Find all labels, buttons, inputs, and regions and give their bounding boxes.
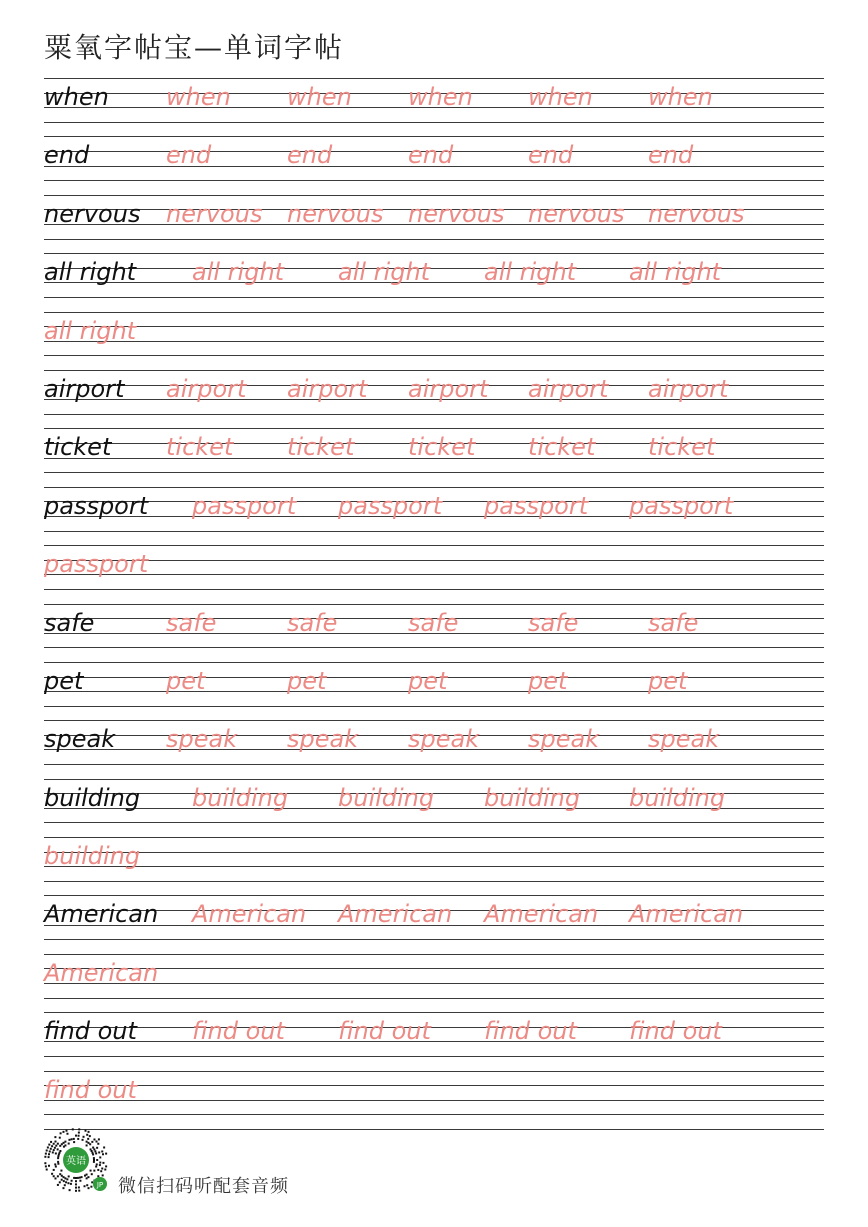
trace-word: all right [629, 258, 722, 287]
trace-word: airport [648, 374, 729, 403]
model-word: pet [44, 666, 84, 695]
practice-row [44, 312, 824, 370]
trace-word: all right [192, 258, 285, 287]
trace-word: passport [44, 550, 149, 579]
trace-word: find out [192, 1017, 285, 1046]
trace-word: end [528, 141, 574, 170]
practice-row [44, 253, 824, 311]
ruled-line [44, 1056, 824, 1057]
practice-row [44, 195, 824, 253]
trace-word: pet [528, 666, 568, 695]
ruled-line [44, 326, 824, 327]
practice-row [44, 779, 824, 837]
qr-badge-label: 英语 [66, 1156, 86, 1167]
ruled-line [44, 531, 824, 532]
ruled-line [44, 881, 824, 882]
trace-word: safe [528, 608, 579, 637]
trace-word: nervous [528, 199, 625, 228]
ruled-line [44, 341, 824, 342]
trace-word: speak [528, 725, 600, 754]
ruled-line [44, 472, 824, 473]
trace-word: all right [484, 258, 577, 287]
practice-row [44, 1012, 824, 1070]
ruled-line [44, 939, 824, 940]
trace-word: building [192, 783, 289, 812]
trace-word: safe [287, 608, 338, 637]
trace-word: when [166, 83, 231, 111]
trace-word: airport [166, 374, 247, 403]
trace-word: pet [408, 666, 448, 695]
trace-word: speak [287, 725, 359, 754]
practice-row [44, 370, 824, 428]
trace-word: ticket [528, 433, 596, 462]
trace-word: airport [408, 374, 489, 403]
trace-word: safe [166, 608, 217, 637]
ruled-line [44, 78, 824, 79]
practice-row [44, 545, 824, 603]
ruled-line [44, 239, 824, 240]
trace-word: American [192, 900, 307, 929]
ruled-line [44, 983, 824, 984]
ruled-line [44, 180, 824, 181]
ruled-line [44, 895, 824, 896]
trace-word: ticket [408, 433, 476, 462]
trace-word: building [338, 783, 435, 812]
practice-row [44, 954, 824, 1012]
trace-word: passport [192, 491, 297, 520]
model-word: nervous [44, 199, 141, 228]
trace-word: when [408, 83, 473, 111]
trace-word: find out [629, 1017, 722, 1046]
trace-word: speak [648, 725, 720, 754]
trace-word: find out [44, 1075, 137, 1104]
ruled-line [44, 487, 824, 488]
ruled-line [44, 370, 824, 371]
trace-word: ticket [648, 433, 716, 462]
ruled-line [44, 837, 824, 838]
practice-row [44, 604, 824, 662]
practice-row [44, 720, 824, 778]
model-word: end [44, 141, 90, 170]
ruled-line [44, 253, 824, 254]
trace-word: all right [44, 316, 137, 345]
ruled-line [44, 604, 824, 605]
ruled-line [44, 1100, 824, 1101]
practice-row [44, 895, 824, 953]
model-word: when [44, 83, 109, 111]
trace-word: building [484, 783, 581, 812]
ruled-line [44, 706, 824, 707]
ruled-line [44, 954, 824, 955]
trace-word: nervous [166, 199, 263, 228]
ruled-line [44, 1012, 824, 1013]
ruled-line [44, 968, 824, 969]
footer [40, 1124, 440, 1204]
practice-row [44, 1071, 824, 1129]
trace-word: speak [166, 725, 238, 754]
trace-word: end [648, 141, 694, 170]
ruled-line [44, 122, 824, 123]
ruled-line [44, 662, 824, 663]
ruled-line [44, 647, 824, 648]
ruled-line [44, 764, 824, 765]
trace-word: speak [408, 725, 480, 754]
ruled-line [44, 195, 824, 196]
trace-word: find out [338, 1017, 431, 1046]
qr-code-icon [40, 1124, 112, 1196]
trace-word: American [338, 900, 453, 929]
trace-word: ticket [287, 433, 355, 462]
model-word: find out [44, 1017, 137, 1046]
model-word: American [44, 900, 159, 929]
model-word: passport [44, 491, 149, 520]
trace-word: pet [166, 666, 206, 695]
ruled-line [44, 428, 824, 429]
trace-word: nervous [648, 199, 745, 228]
trace-word: building [44, 842, 141, 871]
trace-word: passport [484, 491, 589, 520]
ruled-line [44, 560, 824, 561]
qr-corner-label: JP [96, 1181, 104, 1189]
model-word: safe [44, 608, 95, 637]
ruled-line [44, 1085, 824, 1086]
trace-word: end [287, 141, 333, 170]
ruled-line [44, 779, 824, 780]
trace-word: when [528, 83, 593, 111]
ruled-line [44, 414, 824, 415]
model-word: building [44, 783, 141, 812]
trace-word: American [484, 900, 599, 929]
ruled-line [44, 720, 824, 721]
ruled-line [44, 1114, 824, 1115]
trace-word: when [287, 83, 352, 111]
ruled-line [44, 574, 824, 575]
practice-sheet [44, 78, 824, 1130]
trace-word: passport [629, 491, 734, 520]
footer-caption: 微信扫码听配套音频 [118, 1176, 289, 1197]
model-word: speak [44, 725, 116, 754]
practice-row [44, 428, 824, 486]
page-title: 粟氧字帖宝—单词字帖 [44, 31, 345, 64]
trace-word: airport [287, 374, 368, 403]
trace-word: end [166, 141, 212, 170]
ruled-line [44, 1071, 824, 1072]
trace-word: passport [338, 491, 443, 520]
trace-word: pet [648, 666, 688, 695]
trace-word: safe [648, 608, 699, 637]
practice-row [44, 78, 824, 136]
trace-word: nervous [287, 199, 384, 228]
ruled-line [44, 297, 824, 298]
practice-row [44, 662, 824, 720]
practice-row [44, 837, 824, 895]
ruled-line [44, 545, 824, 546]
ruled-line [44, 822, 824, 823]
trace-word: find out [484, 1017, 577, 1046]
trace-word: nervous [408, 199, 505, 228]
practice-row [44, 487, 824, 545]
trace-word: when [648, 83, 713, 111]
ruled-line [44, 589, 824, 590]
ruled-line [44, 852, 824, 853]
ruled-line [44, 136, 824, 137]
model-word: all right [44, 258, 137, 287]
trace-word: end [408, 141, 454, 170]
ruled-line [44, 998, 824, 999]
model-word: ticket [44, 433, 112, 462]
trace-word: pet [287, 666, 327, 695]
trace-word: American [629, 900, 744, 929]
trace-word: safe [408, 608, 459, 637]
ruled-line [44, 866, 824, 867]
trace-word: American [44, 958, 159, 987]
trace-word: airport [528, 374, 609, 403]
trace-word: building [629, 783, 726, 812]
trace-word: ticket [166, 433, 234, 462]
trace-word: all right [338, 258, 431, 287]
practice-row [44, 136, 824, 194]
ruled-line [44, 312, 824, 313]
model-word: airport [44, 374, 125, 403]
ruled-line [44, 355, 824, 356]
